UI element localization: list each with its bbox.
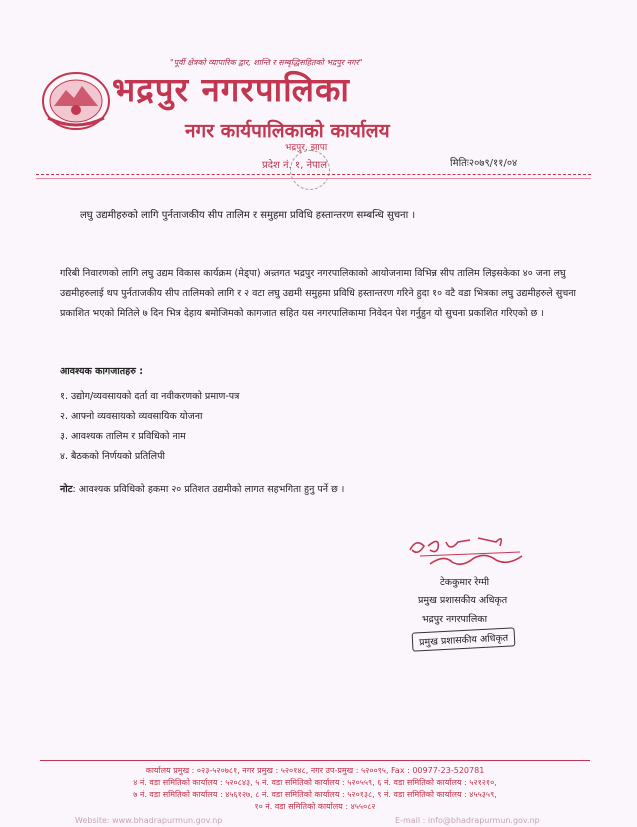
notice-note — [60, 482, 344, 495]
official-stamp: प्रमुख प्रशासकीय अधिकृत — [412, 627, 516, 651]
footer-line: ७ नं. वडा समितिको कार्यालय : ४५६१२७, ८ नं. वडा समितिको कार्यालय : ५२०१३८, ९ नं. वडा समितिको कार्यालय : ४५५३५९, — [133, 790, 497, 799]
footer-divider — [40, 760, 590, 761]
list-item: ३. आवश्यक तालिम र प्रविधिको नाम — [60, 431, 186, 442]
signer-name: टेककुमार रेग्मी — [440, 577, 490, 588]
notice-paragraph: गरिबी निवारणको लागि लघु उद्यम विकास कार्यक्रम (मेड्पा) अन्र्तगत भद्रपुर नगरपालिकाको आयोजनामा विभिन्न सीप तालिम लिइसकेका ४० जना लघु उद्यमीहरुलाई थप पुर्नताजकीय सीप तालिमको लागि र २ वटा लघु उद्यमी समुहमा प्रविधि हस्तान्तरण गरिने हुदा १० वटै वडा भित्रका लघु उद्यमीहरुले सुचना प्रकाशित भएको मितिले ७ दिन भित्र देहाय बमोजिमको कागजात सहित यस नगरपालिकामा निवेदन पेश गर्नुहुन यो सुचना प्रकाशित गरिएको छ । — [60, 268, 576, 319]
note-text: : आवश्यक प्रविधिको हकमा २० प्रतिशत उद्यमीको लागत सहभगिता हुनु पर्ने छ । — [72, 484, 345, 495]
footer-line: १० नं. वडा समितिको कार्यालय : ४५५०८२ — [254, 802, 376, 811]
list-item: २. आफ्नो व्यवसायको व्यवसायिक योजना — [60, 411, 203, 422]
requirements-list — [60, 387, 239, 467]
signer-title: प्रमुख प्रशासकीय अधिकृत — [418, 595, 508, 606]
header-tagline: "पूर्वी क्षेत्रको व्यापारिक द्वार, शान्ति र सम्बृद्धिसहितको भद्रपुर नगर" — [170, 58, 363, 67]
header-divider-secondary — [36, 178, 591, 179]
website-link[interactable]: Website: www.bhadrapurmun.gov.np — [75, 816, 223, 825]
notice-subject: लघु उद्यमीहरुको लागि पुर्नताजकीय सीप तालिम र समुहमा प्रविधि हस्तान्तरण सम्बन्धि सुचना । — [80, 210, 416, 221]
note-label: नोट — [60, 484, 73, 495]
email-link[interactable]: E-mail : info@bhadrapurmun.gov.np — [395, 816, 540, 825]
notice-date: मितिः२०७९/११/०४ — [450, 158, 518, 169]
footer-line: ४ नं. वडा समितिको कार्यालय : ५२०८४३, ५ नं. वडा समितिको कार्यालय : ५२०५५९, ६ नं. वडा समितिको कार्यालय : ५२१२१०, — [133, 778, 497, 787]
office-seal-icon — [290, 150, 330, 190]
requirements-heading: आवश्यक कागजातहरु : — [60, 366, 144, 377]
list-item: ४. बैठकको निर्णयको प्रतिलिपी — [60, 451, 165, 462]
nepal-emblem-icon — [40, 70, 112, 132]
office-province: प्रदेश नं. १, नेपाल — [262, 160, 328, 171]
office-name: नगर कार्यपालिकाको कार्यालय — [185, 120, 390, 142]
signer-org: भद्रपुर नगरपालिका — [422, 614, 488, 625]
list-item: १. उद्योग/व्यवसायको दर्ता वा नवीकरणको प्रमाण-पत्र — [60, 391, 240, 402]
org-name: भद्रपुर नगरपालिका — [112, 70, 350, 109]
office-place: भद्रपुर, झापा — [285, 143, 328, 153]
footer-line: कार्यालय प्रमुख : ०२३-५२०७८१, नगर प्रमुख : ५२०१४८, नगर उप-प्रमुख : ५२००९५, Fax : 00977-23-520781 — [145, 766, 485, 775]
footer-contacts — [40, 765, 590, 825]
header-divider — [36, 174, 591, 175]
handwritten-signature-icon — [400, 528, 540, 578]
